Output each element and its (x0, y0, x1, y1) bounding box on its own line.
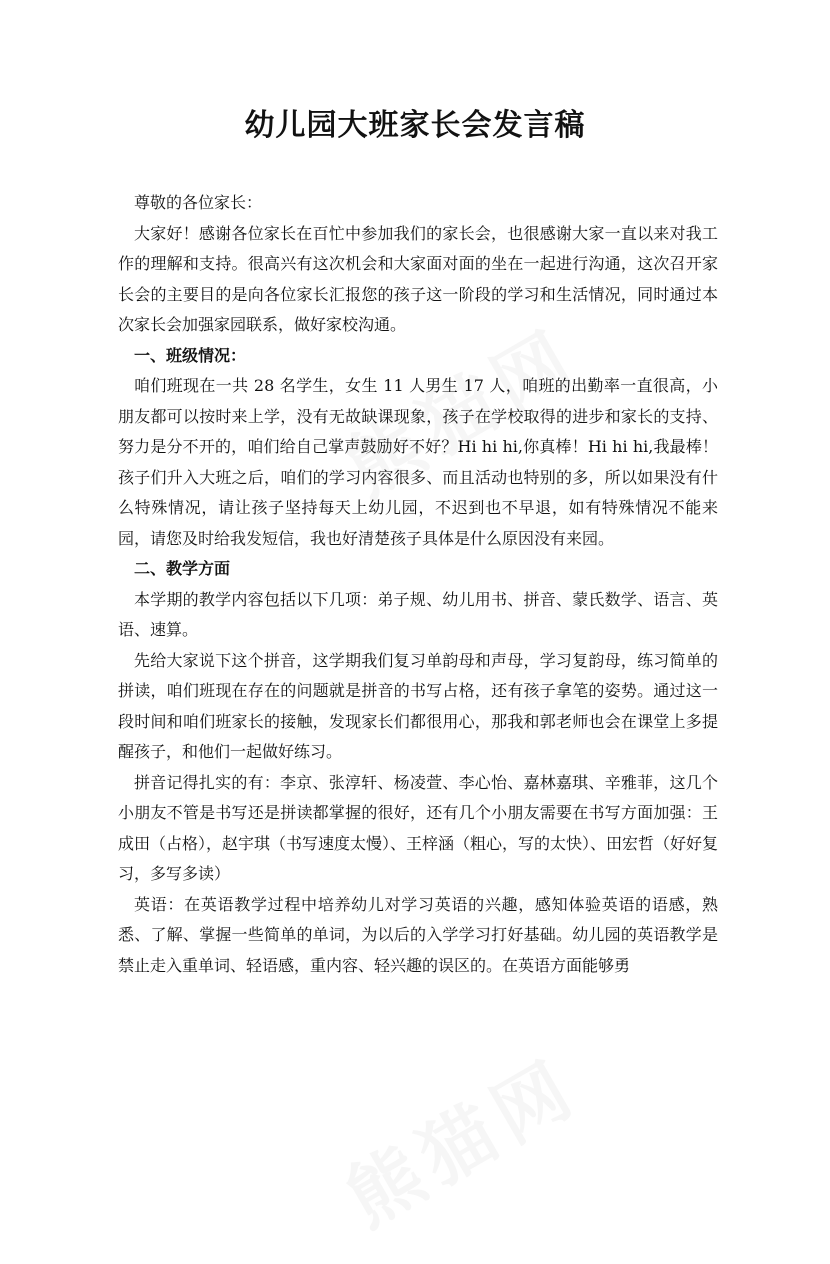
watermark-bottom (295, 1012, 625, 1264)
section-heading-class-info: 一、班级情况： (134, 345, 247, 365)
paragraph-curriculum: 本学期的教学内容包括以下几项：弟子规、幼儿用书、拼音、蒙氏数学、语言、英语、速算。 (118, 589, 718, 639)
document-title: 幼儿园大班家长会发言稿 (244, 108, 586, 143)
paragraph-english: 英语：在英语教学过程中培养幼儿对学习英语的兴趣，感知体验英语的语感，熟悉、了解、掌握一些简单的单词，为以后的入学学习打好基础。幼儿园的英语教学是禁止走入重单词、轻语感，重内容、轻兴趣的误区的。在英语方面能够勇 (118, 894, 718, 975)
salutation: 尊敬的各位家长： (134, 193, 263, 212)
section-heading-teaching: 二、教学方面 (134, 559, 231, 578)
document-body (118, 188, 718, 981)
paragraph-greeting: 大家好！感谢各位家长在百忙中参加我们的家长会，也很感谢大家一直以来对我工作的理解和支持。很高兴有这次机会和大家面对面的坐在一起进行沟通，这次召开家长会的主要目的是向各位家长汇报您的孩子这一阶段的学习和生活情况，同时通过本次家长会加强家园联系，做好家校沟通。 (118, 223, 718, 334)
paragraph-class-info: 咱们班现在一共 28 名学生，女生 11 人男生 17 人，咱班的出勤率一直很高，小朋友都可以按时来上学，没有无故缺课现象，孩子在学校取得的进步和家长的支持、努力是分不开的，咱们给自己掌声鼓励好不好？Hi hi hi,你真棒！Hi hi hi,我最棒！孩子们升入大班之后，咱们的学习内容很多、而且活动也特别的多，所以如果没有什么特殊情况，请让孩子坚持每天上幼儿园，不迟到也不早退，如有特殊情况不能来园，请您及时给我发短信，我也好清楚孩子具体是什么原因没有来园。 (118, 376, 718, 548)
paragraph-pinyin: 先给大家说下这个拼音，这学期我们复习单韵母和声母，学习复韵母，练习简单的拼读，咱们班现在存在的问题就是拼音的书写占格，还有孩子拿笔的姿势。通过这一段时间和咱们班家长的接触，发现家长们都很用心，那我和郭老师也会在课堂上多提醒孩子，和他们一起做好练习。 (118, 650, 718, 761)
paragraph-pinyin-students: 拼音记得扎实的有：李京、张淳轩、杨凌萱、李心怡、嘉林嘉琪、辛雅菲，这几个小朋友不管是书写还是拼读都掌握的很好，还有几个小朋友需要在书写方面加强：王成田（占格），赵宇琪（书写速度太慢）、王梓涵（粗心，写的太快）、田宏哲（好好复习，多写多读） (118, 772, 719, 883)
